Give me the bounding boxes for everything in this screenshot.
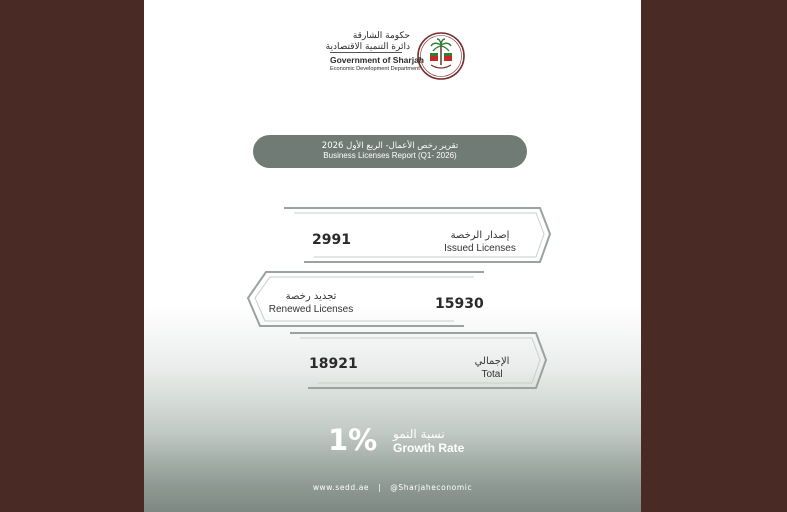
- issued-label-ar: إصدار الرخصة: [450, 230, 510, 241]
- footer-contacts: [144, 483, 641, 492]
- org-name-ar: حكومة الشارقة: [352, 31, 410, 41]
- total-label: [460, 355, 524, 381]
- total-label-ar: الإجمالي: [474, 356, 510, 367]
- dept-name-en: Economic Development Department: [330, 66, 420, 72]
- report-title-ar: تقرير رخص الأعمال- الربع الأول 2026: [321, 141, 459, 151]
- social-handle-link[interactable]: @Sharjaheconomic: [390, 483, 473, 492]
- footer-separator: |: [378, 483, 382, 492]
- issued-value: 2991: [312, 232, 351, 248]
- growth-rate-label: [393, 427, 464, 455]
- renewed-label-ar: تجديد رخصة: [285, 291, 337, 302]
- growth-rate-value: 1%: [328, 423, 378, 457]
- renewed-label-en: Renewed Licenses: [268, 304, 354, 315]
- org-name-en: Government of Sharjah: [330, 55, 424, 65]
- dept-name-ar: دائرة التنمية الاقتصادية: [325, 42, 410, 52]
- growth-label-ar: نسبة النمو: [393, 427, 445, 441]
- issued-label: [432, 229, 528, 255]
- website-link[interactable]: www.sedd.ae: [312, 483, 370, 492]
- issued-label-en: Issued Licenses: [444, 243, 516, 254]
- renewed-label: [259, 290, 363, 316]
- growth-label-en: Growth Rate: [393, 441, 465, 455]
- renewed-value: 15930: [435, 296, 484, 312]
- report-title-en: Business Licenses Report (Q1- 2026): [323, 151, 457, 160]
- total-value: 18921: [309, 356, 358, 372]
- total-label-en: Total: [481, 369, 503, 380]
- report-card: [144, 0, 641, 512]
